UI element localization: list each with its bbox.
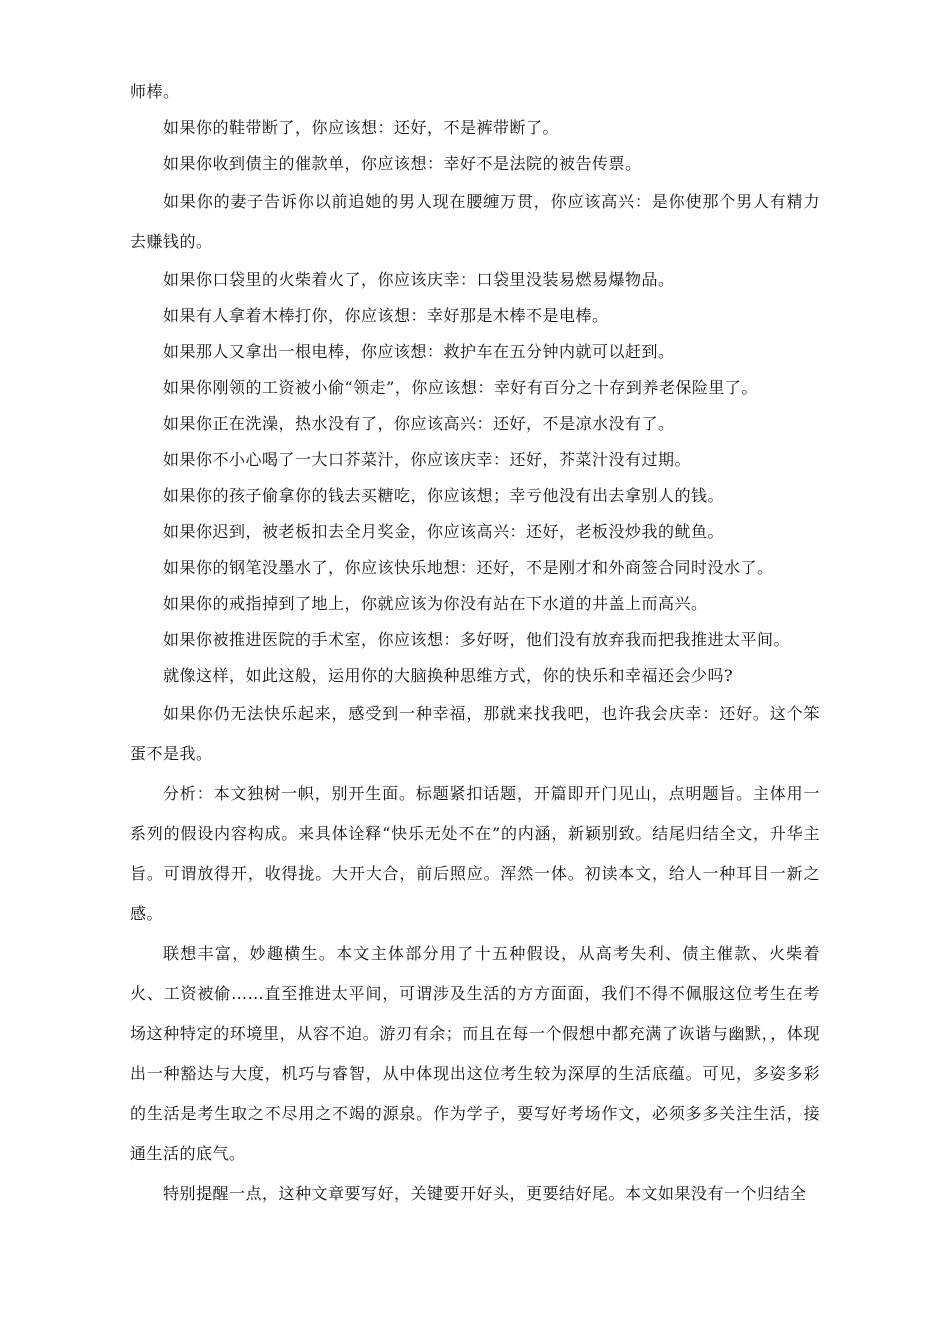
paragraph: 如果你收到债主的催款单，你应该想：幸好不是法院的被告传票。 <box>163 154 642 173</box>
paragraph: 如果你的孩子偷拿你的钱去买糖吃，你应该想；幸亏他没有出去拿别人的钱。 <box>163 486 725 505</box>
paragraph: 如果你的鞋带断了，你应该想：还好，不是裤带断了。 <box>163 118 560 137</box>
paragraph: 如果你的妻子告诉你以前追她的男人现在腰缠万贯，你应该高兴：是你使那个男人有精力去赚钱的。 <box>130 192 820 251</box>
paragraph: 如果你不小心喝了一大口芥菜汁，你应该庆幸：还好，芥菜汁没有过期。 <box>163 450 692 469</box>
analysis-paragraph: 联想丰富，妙趣横生。本文主体部分用了十五种假设，从高考失利、债主催款、火柴着火、工资被偷……直至推进太平间，可谓涉及生活的方方面面，我们不得不佩服这位考生在考场这种特定的环境里，从容不迫。游刃有余；而且在每一个假想中都充满了诙谐与幽默，，体现出一种豁达与大度，机巧与睿智，从中体现出这位考生较为深厚的生活底蕴。可见，多姿多彩的生活是考生取之不尽用之不竭的源泉。作为学子，要写好考场作文，必须多多关注生活，接通生活的底气。 <box>130 944 820 1163</box>
paragraph-continuation: 师棒。 <box>130 82 180 101</box>
paragraph: 如果你口袋里的火柴着火了，你应该庆幸：口袋里没装易燃易爆物品。 <box>163 270 675 289</box>
analysis-paragraph: 特别提醒一点，这种文章要写好，关键要开好头，更要结好尾。本文如果没有一个归结全 <box>163 1184 807 1203</box>
paragraph: 如果你迟到，被老板扣去全月奖金，你应该高兴：还好，老板没炒我的鱿鱼。 <box>163 522 725 541</box>
analysis-paragraph: 分析：本文独树一帜，别开生面。标题紧扣话题，开篇即开门见山，点明题旨。主体用一系列的假设内容构成。来具体诠释“快乐无处不在”的内涵，新颖别致。结尾归结全文，升华主旨。可谓放得开，收得拢。大开大合，前后照应。浑然一体。初读本文，给人一种耳目一新之感。 <box>130 784 820 923</box>
paragraph: 如果那人又拿出一根电棒，你应该想：救护车在五分钟内就可以赶到。 <box>163 342 675 361</box>
paragraph: 如果你正在洗澡，热水没有了，你应该高兴：还好，不是凉水没有了。 <box>163 414 675 433</box>
paragraph: 如果你刚领的工资被小偷“领走”，你应该想：幸好有百分之十存到养老保险里了。 <box>163 378 758 397</box>
paragraph: 如果有人拿着木棒打你，你应该想：幸好那是木棒不是电棒。 <box>163 306 609 325</box>
paragraph: 如果你仍无法快乐起来，感受到一种幸福，那就来找我吧，也许我会庆幸：还好。这个笨蛋不是我。 <box>130 704 820 763</box>
paragraph: 如果你的戒指掉到了地上，你就应该为你没有站在下水道的井盖上而高兴。 <box>163 594 708 613</box>
paragraph: 就像这样，如此这般，运用你的大脑换种思维方式，你的快乐和幸福还会少吗? <box>163 666 734 685</box>
paragraph: 如果你的钢笔没墨水了，你应该快乐地想：还好，不是刚才和外商签合同时没水了。 <box>163 558 774 577</box>
essay-body <box>130 74 820 1214</box>
paragraph: 如果你被推进医院的手术室，你应该想：多好呀，他们没有放弃我而把我推进太平间。 <box>163 630 791 649</box>
